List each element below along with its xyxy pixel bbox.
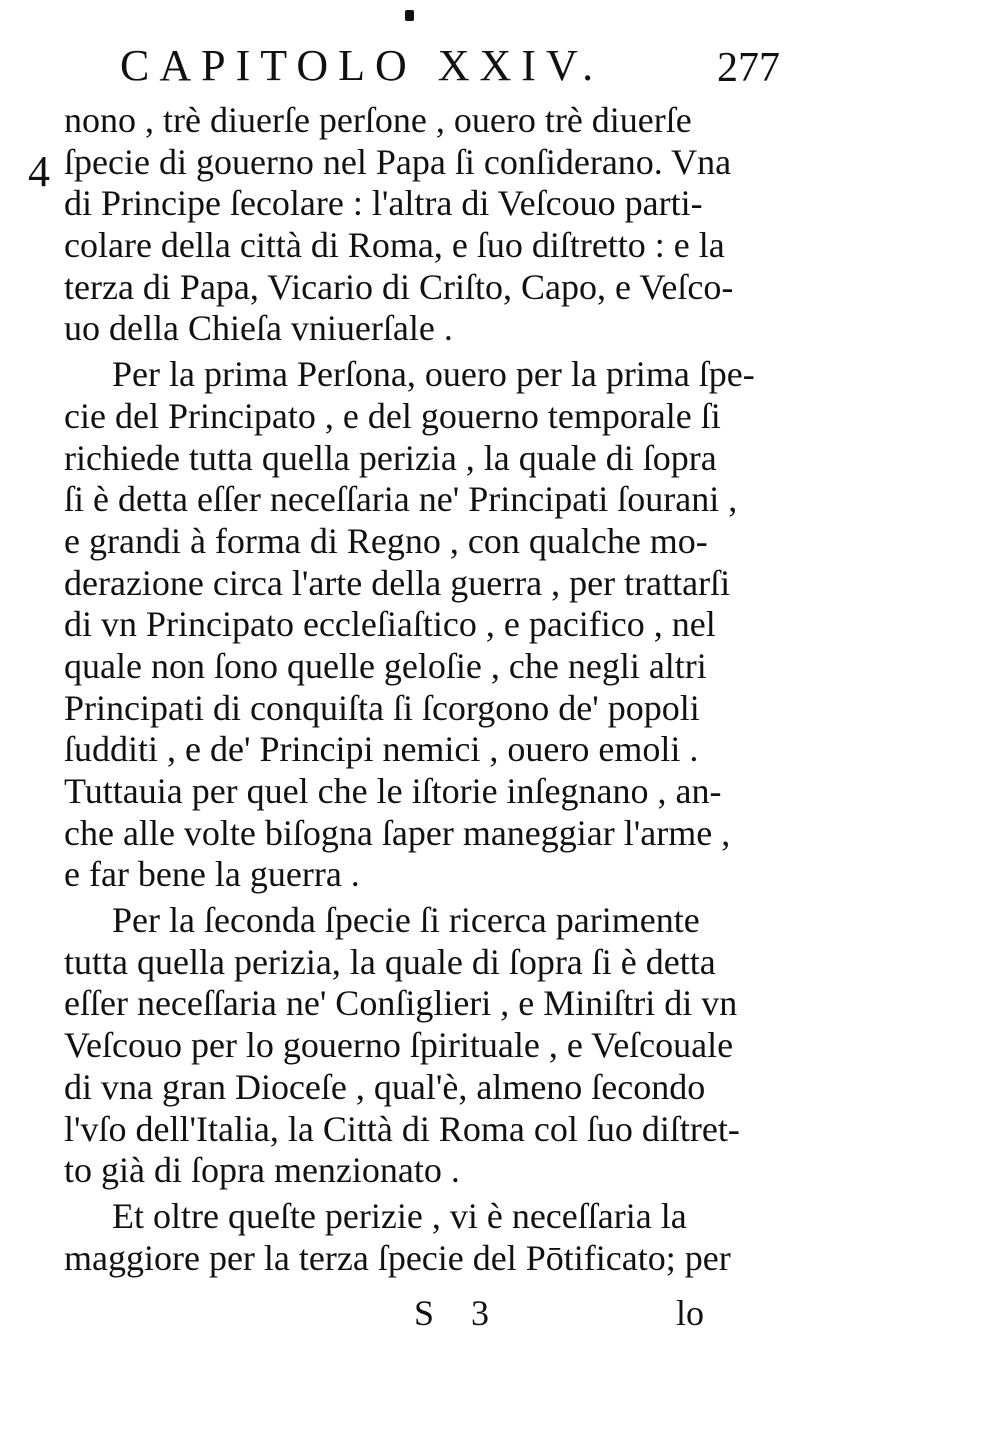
text-line: di vna gran Dioceſe , qual'è, almeno ſecondo <box>64 1066 706 1107</box>
text-line: Veſcouo per lo gouerno ſpirituale , e Veſcouale <box>64 1025 734 1066</box>
text-line: ſi è detta eſſer neceſſaria ne' Principati ſourani , <box>64 479 738 520</box>
text-line: di Principe ſecolare : l'altra di Veſcouo parti- <box>64 183 703 224</box>
text-line: quale non ſono quelle geloſie , che negli altri <box>64 645 707 686</box>
printer-mark <box>405 10 414 21</box>
text-line: uo della Chieſa vniuerſale . <box>64 308 453 349</box>
catchword: lo <box>676 1293 705 1333</box>
text-line: Et oltre queſte perizie , vi è neceſſaria la <box>112 1195 687 1236</box>
text-line: nono , trè diuerſe perſone , ouero trè diuerſe <box>64 100 692 140</box>
text-line: Tuttauia per quel che le iſtorie inſegnano , an- <box>64 771 722 811</box>
text-line: ſpecie di gouerno nel Papa ſi conſiderano. Vna <box>64 141 732 182</box>
text-line: eſſer neceſſaria ne' Conſiglieri , e Miniſtri di vn <box>64 983 738 1024</box>
margin-note: 4 <box>28 147 50 196</box>
text-line: ſudditi , e de' Principi nemici , ouero emoli . <box>64 729 699 770</box>
text-line: che alle volte biſogna ſaper maneggiar l'arme , <box>64 812 731 853</box>
text-line: to già di ſopra menzionato . <box>64 1150 460 1191</box>
page-footer <box>64 1292 764 1342</box>
text-line: derazione circa l'arte della guerra , per trattarſi <box>64 562 731 603</box>
text-line: Principati di conquiſta ſi ſcorgono de' popoli <box>64 687 700 728</box>
text-line: cie del Principato , e del gouerno temporale ſi <box>64 395 721 436</box>
page-header <box>100 40 780 100</box>
page-number: 277 <box>717 45 780 91</box>
text-line: Per la ſeconda ſpecie ſi ricerca parimente <box>112 900 700 941</box>
signature-mark: S 3 <box>414 1293 504 1333</box>
running-title: CAPITOLO XXIV. <box>120 41 604 90</box>
text-line: tutta quella perizia, la quale di ſopra ſi è detta <box>64 941 716 982</box>
text-line: colare della città di Roma, e ſuo diſtretto : e la <box>64 225 725 266</box>
text-line: maggiore per la terza ſpecie del Pōtificato; per <box>64 1237 731 1278</box>
text-line: Per la prima Perſona, ouero per la prima ſpe- <box>112 354 755 395</box>
body-text <box>64 100 764 1279</box>
text-line: terza di Papa, Vicario di Criſto, Capo, e Veſco- <box>64 266 734 307</box>
text-line: richiede tutta quella perizia , la quale di ſopra <box>64 437 717 478</box>
text-line: di vn Principato eccleſiaſtico , e pacifico , nel <box>64 604 716 645</box>
text-line: e grandi à forma di Regno , con qualche mo- <box>64 520 708 561</box>
text-line: l'vſo dell'Italia, la Città di Roma col ſuo diſtret- <box>64 1108 740 1149</box>
text-line: e far bene la guerra . <box>64 854 360 895</box>
